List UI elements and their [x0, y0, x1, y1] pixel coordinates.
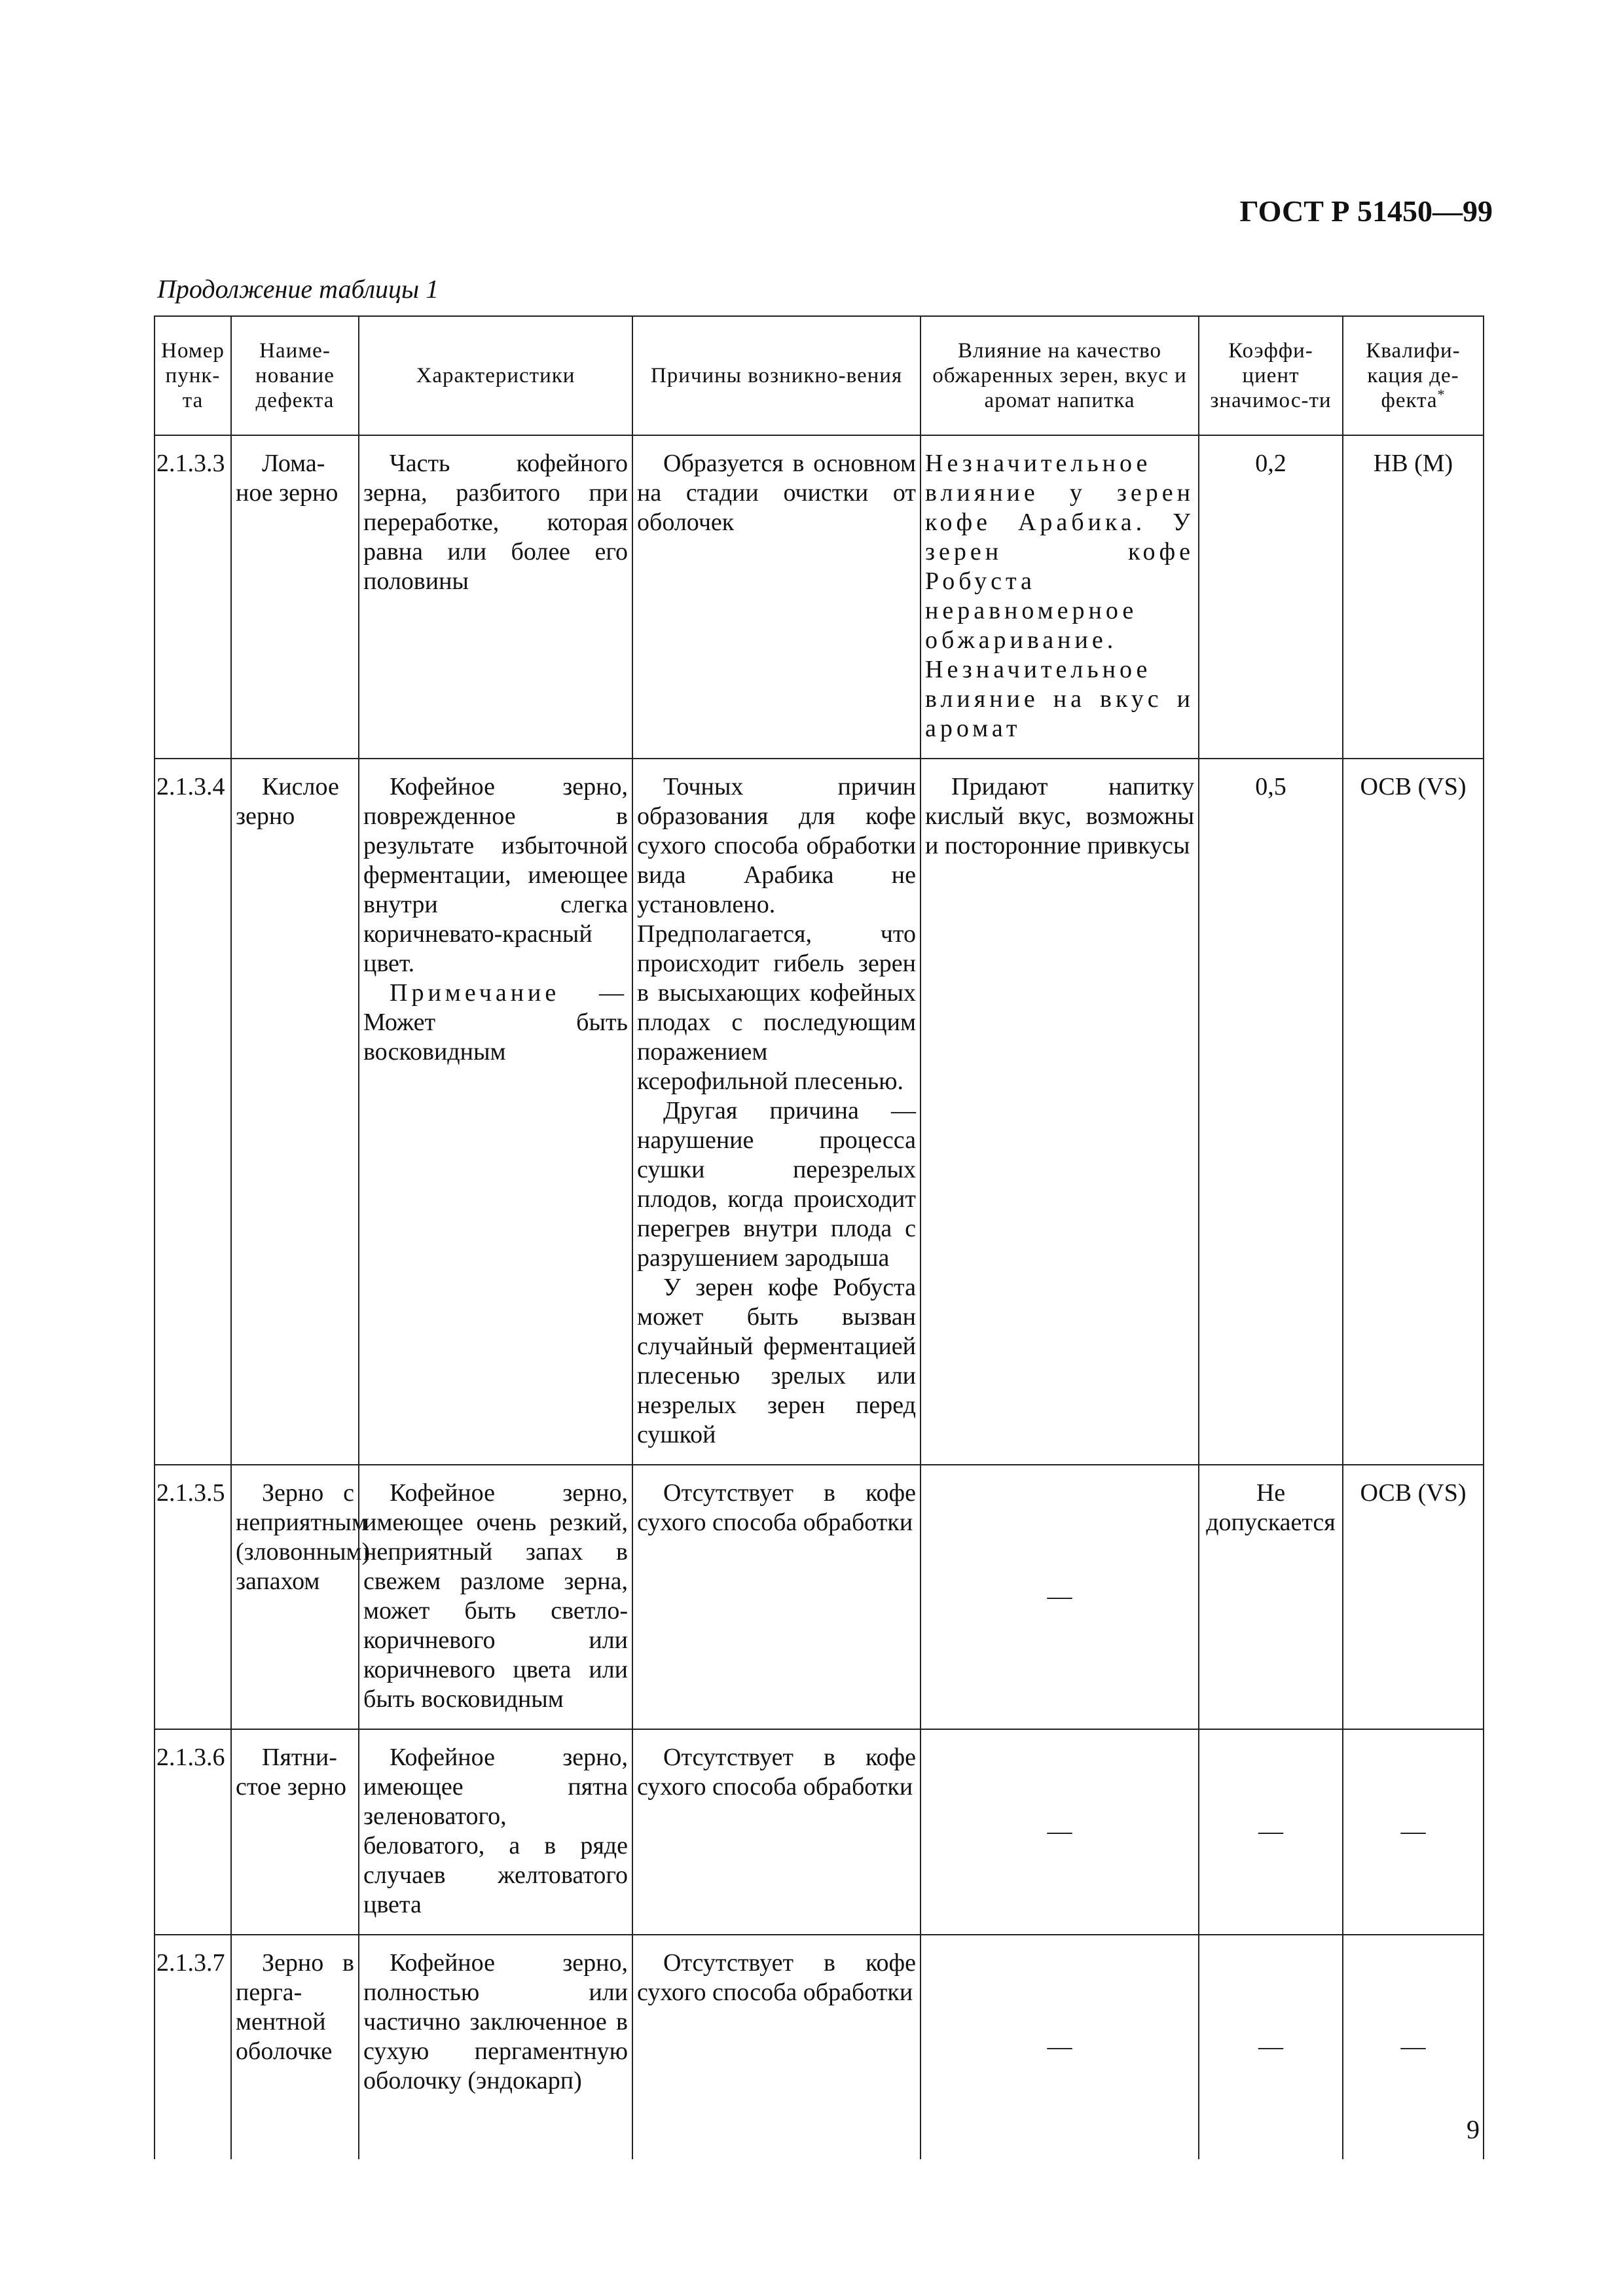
note-text: Может быть восковидным: [363, 1009, 628, 1066]
row-causes-text: Отсутствует в кофе сухого способа обработки: [637, 1479, 916, 1536]
row-causes: [632, 449, 921, 759]
defects-table: [154, 315, 1484, 2159]
row-effect: —: [921, 1479, 1199, 1729]
row-characteristics: [359, 1743, 632, 1935]
table-caption: Продолжение таблицы 1: [157, 274, 439, 304]
col-header-causes: Причины возникно-вения: [632, 316, 921, 435]
row-causes: [632, 772, 921, 1465]
row-qualification: НВ (М): [1343, 449, 1484, 759]
row-causes-text: Образуется в основном на стадии очистки от оболочек: [637, 450, 916, 536]
row-characteristics-text: Кофейное зерно, имеющее очень резкий, неприятный запах в свежем разломе зерна, может быть светло-коричневого или коричневого цвета или быть восковидным: [363, 1479, 628, 1713]
row-characteristics-text: Кофейное зерно, полностью или частично заключенное в сухую пергаментную оболочку (эндокарп): [363, 1949, 628, 2094]
row-num: 2.1.3.3: [155, 449, 231, 759]
row-causes-text-3: У зерен кофе Робуста может быть вызван случайный ферментацией плесенью зрелых или незрелых зерен перед сушкой: [637, 1274, 916, 1448]
row-name: [231, 1948, 359, 2159]
row-coefficient: 0,5: [1199, 772, 1343, 1465]
row-name-text: Пятни-стое зерно: [236, 1744, 347, 1801]
row-name-text: Зерно в перга-ментной оболочке: [236, 1949, 354, 2065]
row-causes: [632, 1743, 921, 1935]
row-name-text: Лома-ное зерно: [236, 450, 338, 507]
row-name: [231, 1743, 359, 1935]
row-characteristics-text: Кофейное зерно, имеющее пятна зеленоватого, беловатого, а в ряде случаев желтоватого цвета: [363, 1744, 628, 1918]
row-qualification: —: [1343, 1948, 1484, 2159]
row-causes-text: Точных причин образования для кофе сухого способа обработки вида Арабика не установлено. Предполагается, что происходит гибель зерен в высыхающих кофейных плодах с последующим поражением ксерофильной плесенью.: [637, 773, 916, 1095]
table-row: [155, 1479, 1484, 1729]
row-qualification: —: [1343, 1743, 1484, 1935]
row-characteristics: [359, 772, 632, 1465]
footnote-mark: *: [1437, 386, 1446, 403]
standard-number: ГОСТ Р 51450—99: [1239, 194, 1493, 228]
row-num: 2.1.3.4: [155, 772, 231, 1465]
row-characteristics-text: Часть кофейного зерна, разбитого при переработке, которая равна или более его половины: [363, 450, 628, 595]
col-header-coefficient: Коэффи-циент значимос-ти: [1199, 316, 1343, 435]
row-coefficient: —: [1199, 1743, 1343, 1935]
table-header-row: [155, 316, 1484, 435]
row-name: [231, 772, 359, 1465]
row-coefficient: —: [1199, 1948, 1343, 2159]
col-header-qualification-text: Квалифи-кация де-фекта: [1366, 339, 1461, 412]
row-coefficient-text: Не допускается: [1206, 1479, 1336, 1536]
row-note: [363, 978, 628, 1067]
row-causes: [632, 1479, 921, 1729]
row-causes-text: Отсутствует в кофе сухого способа обработки: [637, 1744, 916, 1801]
table-row: [155, 449, 1484, 759]
row-name-text: Кислое зерно: [236, 773, 339, 830]
row-causes: [632, 1948, 921, 2159]
row-characteristics: [359, 1948, 632, 2159]
row-num: 2.1.3.6: [155, 1743, 231, 1935]
row-name-text: Зерно с неприятным (зловонным) запахом: [236, 1479, 371, 1595]
col-header-characteristics: Характеристики: [359, 316, 632, 435]
row-coefficient: 0,2: [1199, 449, 1343, 759]
table-row: [155, 772, 1484, 1465]
row-qualification: ОСВ (VS): [1343, 1479, 1484, 1729]
row-effect: —: [921, 1743, 1199, 1935]
row-characteristics: [359, 449, 632, 759]
row-effect: —: [921, 1948, 1199, 2159]
row-num: 2.1.3.7: [155, 1948, 231, 2159]
col-header-qualification: [1343, 316, 1484, 435]
note-label: Примечание —: [390, 979, 628, 1007]
row-characteristics: [359, 1479, 632, 1729]
row-effect-text: Придают напитку кислый вкус, возможны и посторонние привкусы: [925, 773, 1194, 859]
page-number: 9: [1467, 2115, 1480, 2144]
col-header-num: Номер пунк-та: [155, 316, 231, 435]
table-row: [155, 1743, 1484, 1935]
row-coefficient: [1199, 1479, 1343, 1729]
row-causes-text-2: Другая причина — нарушение процесса сушки перезрелых плодов, когда происходит перегрев внутри плода с разрушением зародыша: [637, 1097, 916, 1272]
row-name: [231, 1479, 371, 1729]
row-effect-text: Незначительное влияние у зерен кофе Арабика. У зерен кофе Робуста неравномерное обжаривание. Незначительное влияние на вкус и аромат: [925, 450, 1194, 742]
table-row: [155, 1948, 1484, 2159]
row-num: 2.1.3.5: [155, 1479, 231, 1729]
row-effect: [921, 772, 1199, 1465]
row-qualification: ОСВ (VS): [1343, 772, 1484, 1465]
row-effect: [921, 449, 1199, 759]
col-header-effect: Влияние на качество обжаренных зерен, вкус и аромат напитка: [921, 316, 1199, 435]
row-causes-text: Отсутствует в кофе сухого способа обработки: [637, 1949, 916, 2006]
row-characteristics-text: Кофейное зерно, поврежденное в результате избыточной ферментации, имеющее внутри слегка коричневато-красный цвет.: [363, 773, 628, 977]
col-header-name: Наиме-нование дефекта: [231, 316, 359, 435]
row-name: [231, 449, 359, 759]
